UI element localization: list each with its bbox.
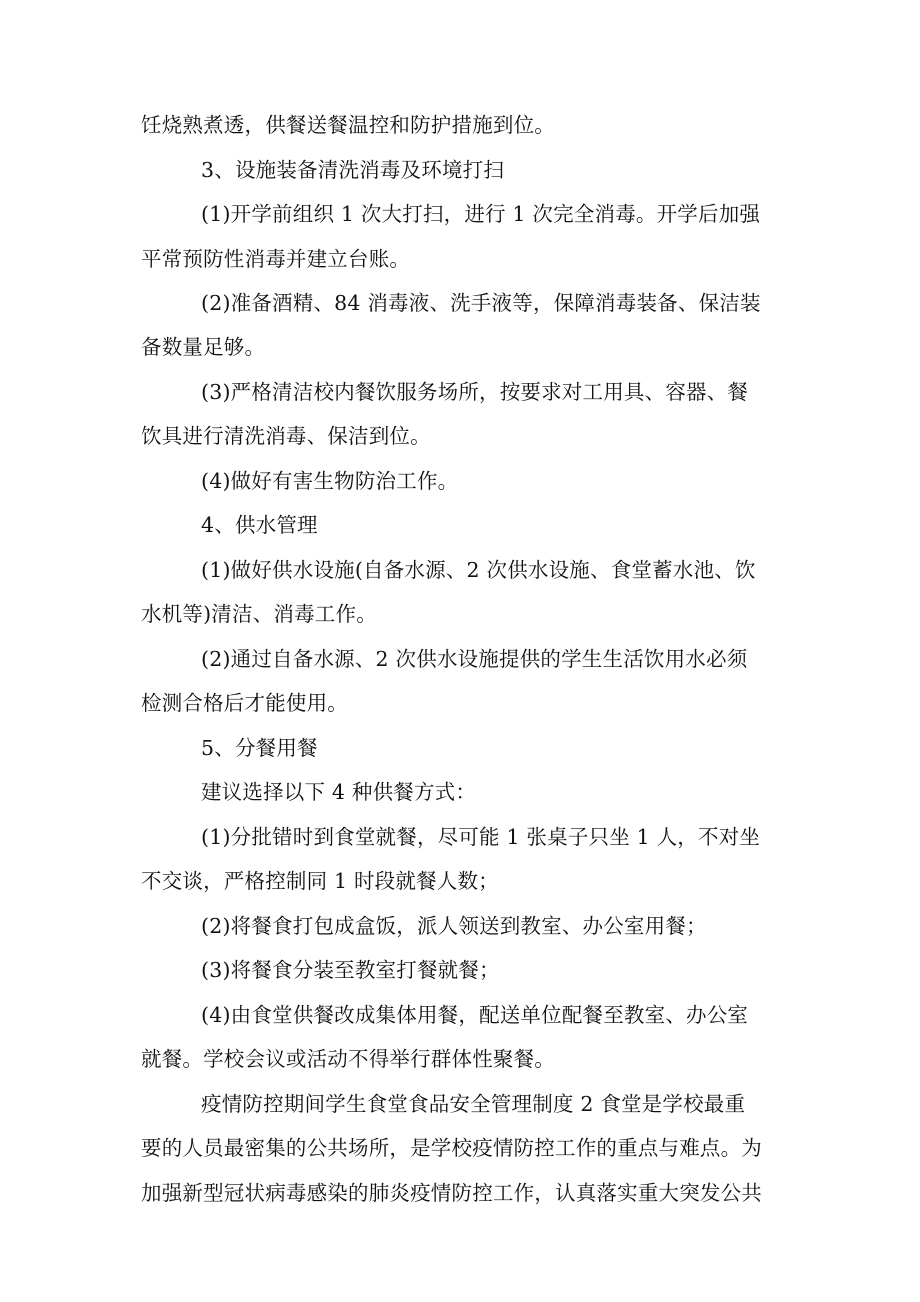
text-line: (1)开学前组织 1 次大打扫，进行 1 次完全消毒。开学后加强 — [201, 202, 761, 226]
section-heading: 3、设施装备清洗消毒及环境打扫 — [201, 158, 505, 182]
text-line: 加强新型冠状病毒感染的肺炎疫情防控工作，认真落实重大突发公共 — [141, 1181, 762, 1205]
text-line: 不交谈，严格控制同 1 时段就餐人数； — [141, 869, 499, 893]
text-line: (1)做好供水设施(自备水源、2 次供水设施、食堂蓄水池、饮 — [201, 558, 756, 582]
text-line: 饪烧熟煮透，供餐送餐温控和防护措施到位。 — [141, 113, 555, 137]
text-line: (1)分批错时到食堂就餐，尽可能 1 张桌子只坐 1 人，不对坐 — [201, 825, 761, 849]
text-line: (4)由食堂供餐改成集体用餐，配送单位配餐至教室、办公室 — [201, 1003, 749, 1027]
text-line: 建议选择以下 4 种供餐方式： — [201, 780, 477, 804]
text-line: 疫情防控期间学生食堂食品安全管理制度 2 食堂是学校最重 — [201, 1092, 746, 1116]
text-line: 就餐。学校会议或活动不得举行群体性聚餐。 — [141, 1047, 555, 1071]
text-line: (3)将餐食分装至教室打餐就餐； — [201, 958, 500, 982]
text-line: 备数量足够。 — [141, 335, 266, 359]
text-line: 检测合格后才能使用。 — [141, 691, 348, 715]
text-line: 要的人员最密集的公共场所，是学校疫情防控工作的重点与难点。为 — [141, 1136, 762, 1160]
text-line: (2)通过自备水源、2 次供水设施提供的学生生活饮用水必须 — [201, 647, 748, 671]
text-line: 平常预防性消毒并建立台账。 — [141, 247, 411, 271]
text-line: (4)做好有害生物防治工作。 — [201, 469, 459, 493]
text-line: (2)准备酒精、84 消毒液、洗手液等，保障消毒装备、保洁装 — [201, 291, 761, 315]
section-heading: 5、分餐用餐 — [201, 736, 318, 760]
text-line: (3)严格清洁校内餐饮服务场所，按要求对工用具、容器、餐 — [201, 380, 749, 404]
text-line: 饮具进行清洗消毒、保洁到位。 — [141, 424, 431, 448]
text-line: 水机等)清洁、消毒工作。 — [141, 602, 377, 626]
text-line: (2)将餐食打包成盒饭，派人领送到教室、办公室用餐； — [201, 914, 707, 938]
section-heading: 4、供水管理 — [201, 513, 318, 537]
